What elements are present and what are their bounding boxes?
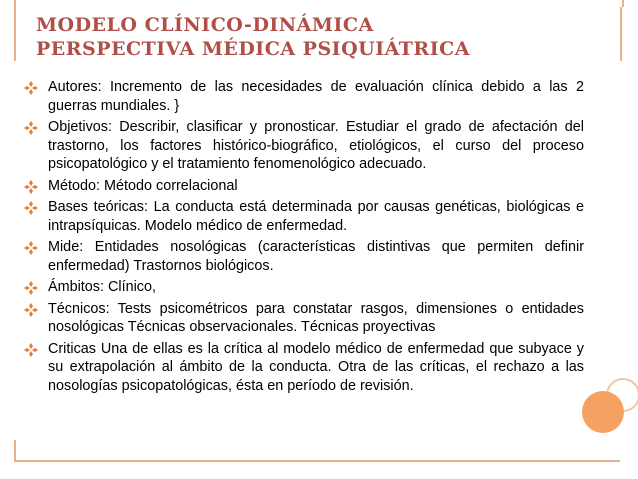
frame-top-border [14, 0, 624, 7]
four-diamond-bullet-icon [24, 303, 38, 317]
four-diamond-bullet-icon [24, 241, 38, 255]
bullet-list [24, 78, 584, 398]
decorative-circle-icon [582, 391, 624, 433]
list-item-text: Objetivos: Describir, clasificar y pronosticar. Estudiar el grado de afectación del trastorno, los factores histórico-biográfico, etiológicos, el curso del proceso psicopatológico y el tratamiento fenomenológico adecuado. [48, 119, 584, 172]
list-item [24, 300, 584, 337]
list-item [24, 238, 584, 275]
list-item-text: Autores: Incremento de las necesidades de evaluación clínica debido a las 2 guerras mundiales. } [48, 79, 584, 114]
list-item-text: Mide: Entidades nosológicas (características distintivas que permiten definir enfermedad) Trastornos biológicos. [48, 239, 584, 274]
list-item-text: Método: Método correlacional [48, 177, 238, 194]
frame-bottom-border [14, 460, 620, 462]
list-item [24, 340, 584, 396]
list-item [24, 118, 584, 174]
slide-title-line-1: MODELO CLÍNICO-DINÁMICA [36, 14, 374, 36]
four-diamond-bullet-icon [24, 180, 38, 194]
list-item-text: Ámbitos: Clínico, [48, 279, 156, 295]
list-item [24, 78, 584, 115]
four-diamond-bullet-icon [24, 343, 38, 357]
slide-title-line-2: PERSPECTIVA MÉDICA PSIQUIÁTRICA [36, 38, 470, 60]
four-diamond-bullet-icon [24, 81, 38, 95]
list-item-text: Técnicos: Tests psicométricos para constatar rasgos, dimensiones o entidades nosológicas Técnicas observacionales. Técnicas proyectivas [48, 300, 584, 335]
slide-title [36, 13, 616, 61]
list-item [24, 278, 584, 297]
frame-bottom-left-border [14, 440, 16, 462]
frame-right-border [620, 7, 622, 61]
list-item [24, 198, 584, 235]
four-diamond-bullet-icon [24, 121, 38, 135]
four-diamond-bullet-icon [24, 201, 38, 215]
list-item [24, 177, 584, 196]
frame-left-border [14, 7, 16, 61]
four-diamond-bullet-icon [24, 281, 38, 295]
list-item-text: Bases teóricas: La conducta está determinada por causas genéticas, biológicas e intrapsíquicas. Modelo médico de enfermedad. [48, 199, 584, 234]
list-item-text: Criticas Una de ellas es la crítica al modelo médico de enfermedad que subyace y su extrapolación al ámbito de la conducta. Otra de las críticas, el rechazo a las nosologías psicopatológicas, ésta en período de revisión. [48, 340, 584, 394]
